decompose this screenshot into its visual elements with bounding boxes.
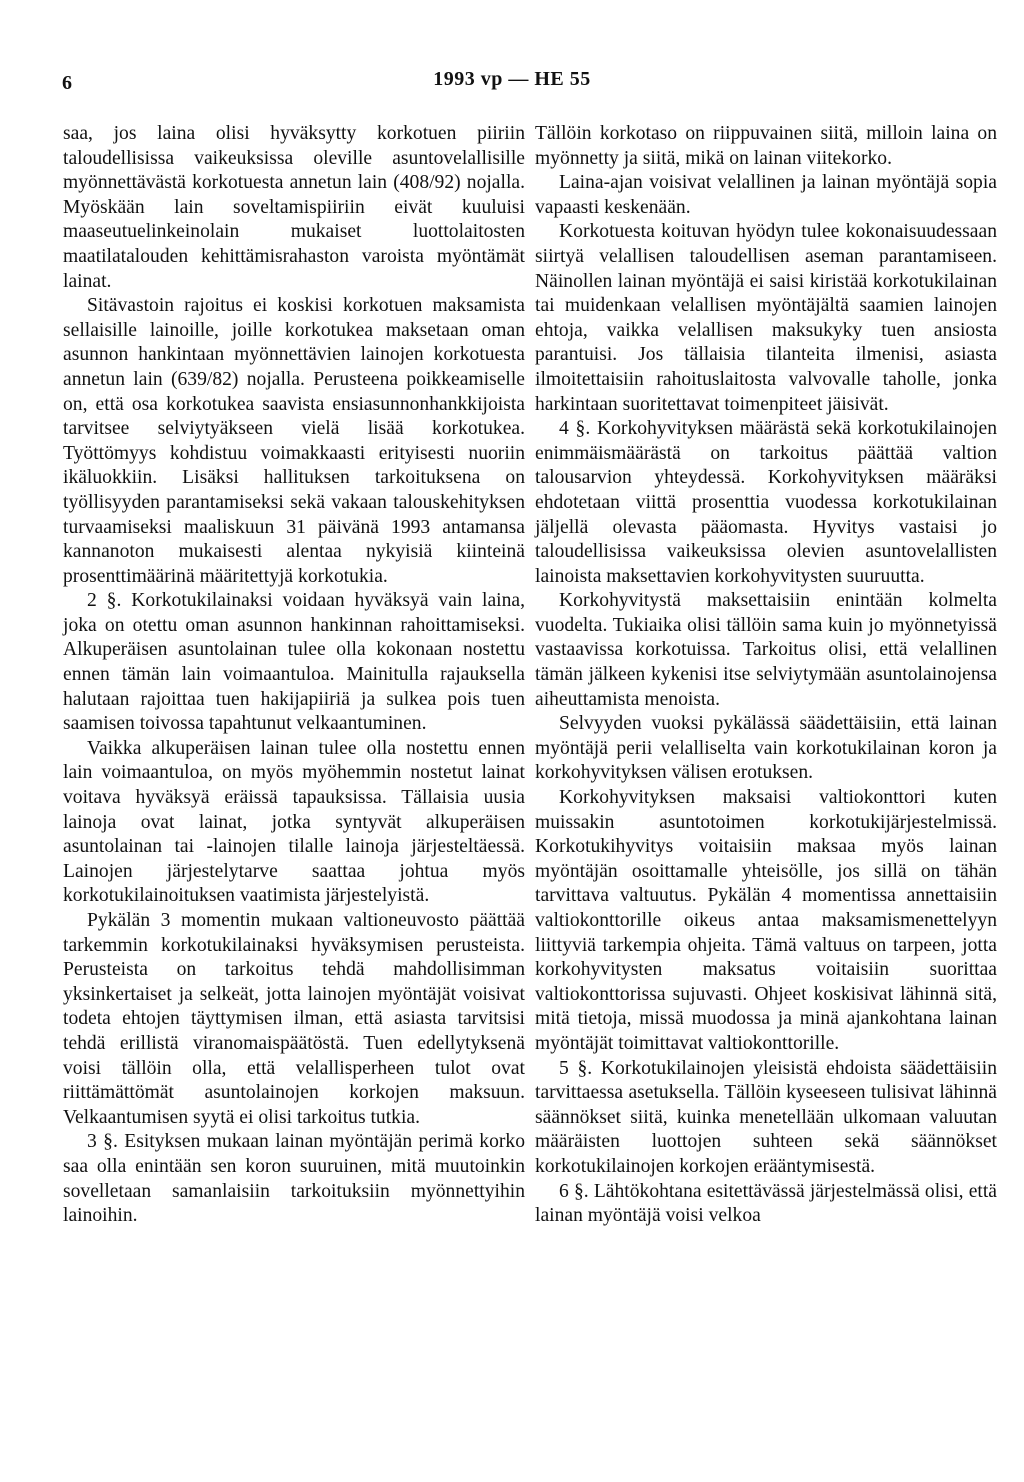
paragraph: Vaikka alkuperäisen lainan tulee olla nostettu ennen lain voimaantuloa, on myös myöhemmin nostetut lainat voitava hyväksyä eräissä tapauksissa. Tällaisia uusia lainoja ovat lainat, jotka syntyvät alkuperäisen asuntolainan tai -lainojen tilalle lainoja järjesteltäessä. Lainojen järjestelytarve saattaa johtua myös korkotukilainoituksen vaatimista järjestelyistä. [63,737,525,907]
paragraph: Pykälän 3 momentin mukaan valtioneuvosto päättää tarkemmin korkotukilainaksi hyväksymisen perusteista. Perusteista on tarkoitus tehdä mahdollisimman yksinkertaiset ja selkeät, jotta lainojen myöntäjät voisivat todeta ehtojen täyttymisen ilman, että asiasta tarvitsisi tehdä erillistä viranomaispäätöstä. Tuen edellytyksenä voisi tällöin olla, että velallisperheen tulot ovat riittämättömät asuntolainojen korkojen maksuun. Velkaantumisen syytä ei olisi tarkoitus tutkia. [63,910,525,1128]
paragraph: Tällöin korkotaso on riippuvainen siitä, milloin laina on myönnetty ja siitä, mikä on lainan viitekorko. [535,123,997,169]
paragraph: Laina-ajan voisivat velallinen ja lainan myöntäjä sopia vapaasti keskenään. [535,172,997,218]
paragraph: Sitävastoin rajoitus ei koskisi korkotuen maksamista sellaisille lainoille, joille korkotukea maksetaan oman asunnon hankintaan myönnettävien lainojen korkotuesta annetun lain (639/82) nojalla. Perusteena poikkeamiselle on, että osa korkotukea saavista ensiasunnonhankkijoista tarvitsee selviytyäkseen vielä lisää korkotukea. Työttömyys kohdistuu voimakkaasti erityisesti nuoriin ikäluokkiin. Lisäksi hallituksen tarkoituksena on työllisyyden parantamiseksi sekä vakaan talouskehityksen turvaamiseksi maaliskuun 31 päivänä 1993 antamansa kannanoton mukaisesti alentaa nykyisiä kiinteinä prosenttimäärinä määritettyjä korkotukia. [63,295,525,587]
paragraph: 2 §. Korkotukilainaksi voidaan hyväksyä vain laina, joka on otettu oman asunnon hankinnan rahoittamiseksi. Alkuperäisen asuntolainan tulee olla kokonaan nostettu ennen tämän lain voimaantuloa. Mainitulla rajauksella halutaan rajoittaa tuen hakijapiiriä ja sulkea pois tuen saamisen toivossa tapahtunut velkaantuminen. [63,590,525,735]
paragraph: Korkohyvitystä maksettaisiin enintään kolmelta vuodelta. Tukiaika olisi tällöin sama kuin jo myönnetyissä vastaavissa korkotuissa. Tarkoitus olisi, että velallinen tämän jälkeen kykenisi itse selviytymään asuntolainojensa aiheuttamista menoista. [535,590,997,710]
paragraph: saa, jos laina olisi hyväksytty korkotuen piiriin taloudellisissa vaikeuksissa oleville asuntovelallisille myönnettävästä korkotuesta annetun lain (408/92) nojalla. Myöskään lain soveltamispiiriin eivät kuuluisi maaseutuelinkeinolain mukaiset luottolaitosten maatilatalouden kehittämisrahaston varoista myöntämät lainat. [63,123,525,292]
page-number: 6 [62,72,72,94]
paragraph: 5 §. Korkotukilainojen yleisistä ehdoista säädettäisiin tarvittaessa asetuksella. Tällöin kyseeseen tulisivat lähinnä säännökset siitä, kuinka menetellään ulkomaan valuutan määräisten luottojen suhteen sekä säännökset korkotukilainojen korkojen erääntymisestä. [535,1057,997,1177]
right-column [535,122,997,1229]
paragraph: 4 §. Korkohyvityksen määrästä sekä korkotukilainojen enimmäismäärästä on tarkoitus päättää valtion talousarvion yhteydessä. Korkohyvityksen määräksi ehdotetaan viittä prosenttia vuodessa korkotukilainan jäljellä olevasta pääomasta. Hyvitys vastaisi jo taloudellisissa vaikeuksissa olevien asuntovelallisten lainoista maksettavien korkohyvitysten suuruutta. [535,418,997,587]
paragraph: Korkohyvityksen maksaisi valtiokonttori kuten muissakin asuntotoimen korkotukijärjestelmissä. Korkotukihyvitys voitaisiin maksaa myös lainan myöntäjän osoittamalle yhteisölle, jos sillä on tähän tarvittava valtuutus. Pykälän 4 momentissa annettaisiin valtiokonttorille oikeus antaa maksamismenettelyyn liittyviä tarkempia ohjeita. Tämä valtuus on tarpeen, jotta korkohyvitysten maksatus voitaisiin suorittaa valtiokonttorissa sujuvasti. Ohjeet koskisivat lähinnä sitä, mitä tietoja, missä muodossa ja minä ajankohtana lainan myöntäjät toimittavat valtiokonttorille. [535,787,997,1054]
left-column [63,122,525,1229]
paragraph: Korkotuesta koituvan hyödyn tulee kokonaisuudessaan siirtyä velallisen taloudellisen aseman parantamiseen. Näinollen lainan myöntäjä ei saisi kiristää korkotukilainan tai muidenkaan velallisen myöntäjältä saamien lainojen ehtoja, vaikka velallisen maksukyky tuen ansiosta parantuisi. Jos tällaisia tilanteita ilmenisi, asiasta ilmoitettaisiin rahoituslaitosta valvovalle taholle, jonka harkintaan suoritettavat toimenpiteet jäisivät. [535,221,997,415]
paragraph: Selvyyden vuoksi pykälässä säädettäisiin, että lainan myöntäjä perii velalliselta vain korkotukilainan koron ja korkohyvityksen välisen erotuksen. [535,713,997,784]
running-header: 1993 vp — HE 55 [433,68,591,90]
paragraph: 3 §. Esityksen mukaan lainan myöntäjän perimä korko saa olla enintään sen koron suuruinen, mitä muutoinkin sovelletaan samanlaisiin tarkoituksiin myönnettyihin lainoihin. [63,1131,525,1227]
paragraph: 6 §. Lähtökohtana esitettävässä järjestelmässä olisi, että lainan myöntäjä voisi velkoa [535,1180,997,1227]
